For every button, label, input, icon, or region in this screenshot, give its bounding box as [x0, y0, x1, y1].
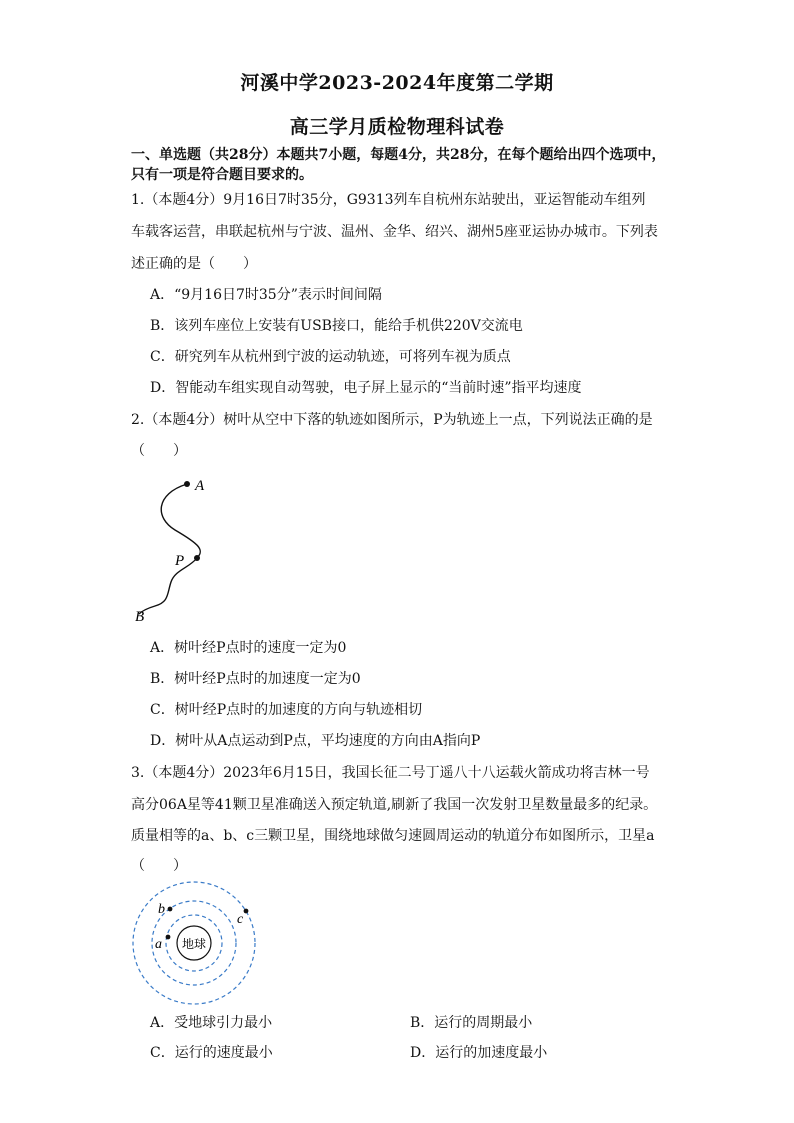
label-b: b [158, 902, 165, 917]
earth-label: 地球 [181, 937, 207, 951]
q1-stem-line3: 述正确的是（ ） [131, 256, 257, 272]
q1-option-c: C．研究列车从杭州到宁波的运动轨迹，可将列车视为质点 [150, 349, 511, 365]
q3-stem-line1: 3.（本题4分）2023年6月15日，我国长征二号丁遥八十八运载火箭成功将吉林一号 [131, 765, 650, 781]
label-c: c [237, 912, 244, 927]
trajectory-curve [139, 484, 200, 614]
label-b: B [135, 609, 145, 625]
label-a: A [195, 478, 205, 494]
q1-option-d: D．智能动车组实现自动驾驶，电子屏上显示的“当前时速”指平均速度 [150, 380, 582, 396]
q2-option-a: A．树叶经P点时的速度一定为0 [150, 640, 347, 656]
label-a: a [155, 937, 162, 952]
label-p: P [175, 553, 185, 569]
point-a-dot [184, 481, 190, 487]
section-instructions-line1: 一、单选题（共28分）本题共7小题，每题4分，共28分，在每个题给出四个选项中， [131, 147, 666, 163]
satellite-orbits-figure [130, 880, 260, 1010]
q1-stem-line1: 1.（本题4分）9月16日7时35分，G9313列车自杭州东站驶出，亚运智能动车组列 [131, 192, 646, 208]
q3-option-d: D．运行的加速度最小 [410, 1045, 548, 1061]
q3-stem-line3: 质量相等的a、b、c三颗卫星，围绕地球做匀速圆周运动的轨道分布如图所示，卫星a [131, 828, 655, 844]
satellite-b-dot [168, 907, 173, 912]
q2-option-c: C．树叶经P点时的加速度的方向与轨迹相切 [150, 702, 423, 718]
section-instructions-line2: 只有一项是符合题目要求的。 [131, 167, 313, 183]
q3-stem-line4: （ ） [131, 858, 187, 874]
q2-stem-line2: （ ） [131, 443, 187, 459]
q3-option-c: C．运行的速度最小 [150, 1045, 273, 1061]
point-p-dot [194, 555, 200, 561]
q2-option-b: B．树叶经P点时的加速度一定为0 [150, 671, 361, 687]
q1-option-b: B．该列车座位上安装有USB接口，能给手机供220V交流电 [150, 318, 523, 334]
q1-stem-line2: 车载客运营，串联起杭州与宁波、温州、金华、绍兴、湖州5座亚运协办城市。下列表 [131, 224, 658, 240]
exam-title: 河溪中学2023-2024年度第二学期 [240, 72, 554, 94]
q2-stem-line1: 2.（本题4分）树叶从空中下落的轨迹如图所示，P为轨迹上一点，下列说法正确的是 [131, 412, 653, 428]
q3-stem-line2: 高分06A星等41颗卫星准确送入预定轨道,刷新了我国一次发射卫星数量最多的纪录。 [131, 797, 658, 813]
q2-option-d: D．树叶从A点运动到P点，平均速度的方向由A指向P [150, 733, 481, 749]
q1-option-a: A．“9月16日7时35分”表示时间间隔 [150, 287, 382, 303]
q3-option-a: A．受地球引力最小 [150, 1015, 273, 1031]
leaf-trajectory-figure [125, 468, 235, 628]
q3-option-b: B．运行的周期最小 [410, 1015, 533, 1031]
exam-subtitle: 高三学月质检物理科试卷 [289, 116, 505, 138]
satellite-c-dot [244, 909, 249, 914]
satellite-a-dot [166, 935, 171, 940]
